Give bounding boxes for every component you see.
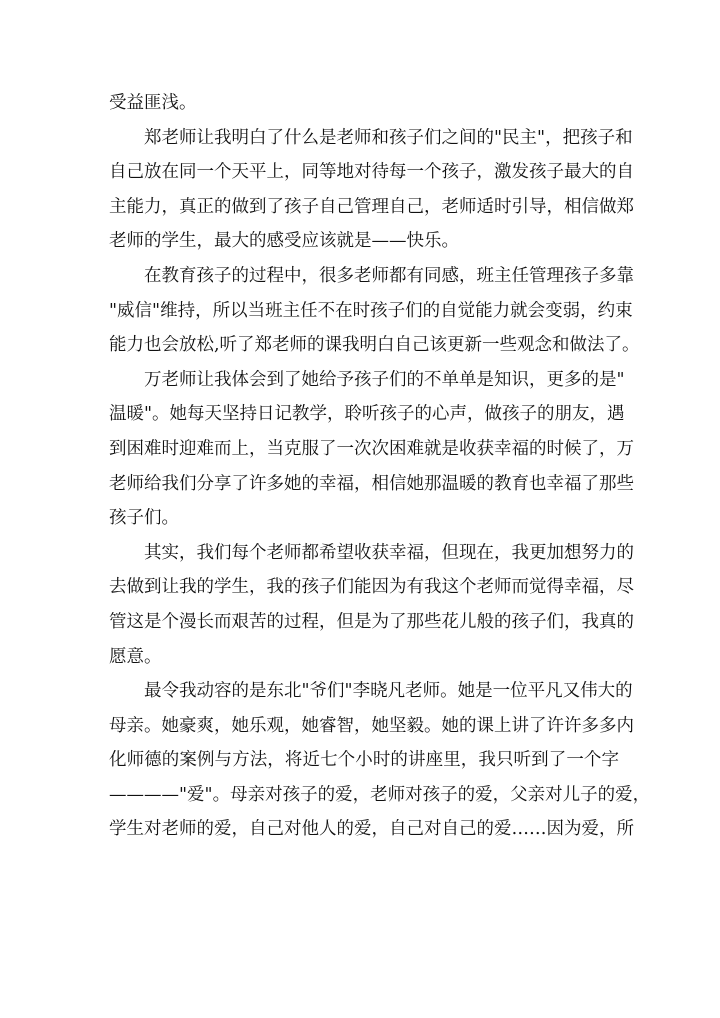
text-line: 愿意。 [109, 646, 162, 667]
text-line: "威信"维持，所以当班主任不在时孩子们的自觉能力就会变弱，约束 [109, 300, 633, 321]
text-line: 最令我动容的是东北"爷们"李晓凡老师。她是一位平凡又伟大的 [144, 681, 633, 702]
text-line: 母亲。她豪爽，她乐观，她睿智，她坚毅。她的课上讲了许许多多内 [109, 715, 634, 736]
text-line: 能力也会放松,听了郑老师的课我明白自己该更新一些观念和做法了。 [109, 335, 640, 356]
text-line: 老师的学生，最大的感受应该就是——快乐。 [109, 231, 459, 252]
text-line: 孩子们。 [109, 508, 179, 529]
text-line: 化师德的案例与方法，将近七个小时的讲座里，我只听到了一个字 [109, 750, 619, 771]
text-line: 温暖"。她每天坚持日记教学，聆听孩子的心声，做孩子的朋友，遇 [109, 404, 625, 425]
text-line: 主能力，真正的做到了孩子自己管理自己，老师适时引导，相信做郑 [109, 196, 634, 217]
text-line: ————"爱"。母亲对孩子的爱，老师对孩子的爱，父亲对儿子的爱， [109, 784, 651, 805]
text-line: 其实，我们每个老师都希望收获幸福，但现在，我更加想努力的 [144, 542, 634, 563]
text-line: 郑老师让我明白了什么是老师和孩子们之间的"民主"，把孩子和 [144, 127, 633, 148]
text-line: 老师给我们分享了许多她的幸福，相信她那温暖的教育也幸福了那些 [109, 473, 634, 494]
text-line: 受益匪浅。 [109, 93, 197, 113]
text-line: 自己放在同一个天平上，同等地对待每一个孩子，激发孩子最大的自 [109, 162, 634, 183]
document-body [109, 86, 651, 847]
text-line: 去做到让我的学生，我的孩子们能因为有我这个老师而觉得幸福，尽 [109, 577, 634, 598]
text-line: 管这是个漫长而艰苦的过程，但是为了那些花儿般的孩子们，我真的 [109, 611, 634, 632]
text-line: 学生对老师的爱，自己对他人的爱，自己对自己的爱……因为爱，所 [109, 819, 634, 840]
text-line: 在教育孩子的过程中，很多老师都有同感，班主任管理孩子多靠 [144, 265, 634, 286]
text-line: 万老师让我体会到了她给予孩子们的不单单是知识，更多的是" [144, 369, 625, 390]
text-line: 到困难时迎难而上，当克服了一次次困难就是收获幸福的时候了，万 [109, 438, 634, 459]
